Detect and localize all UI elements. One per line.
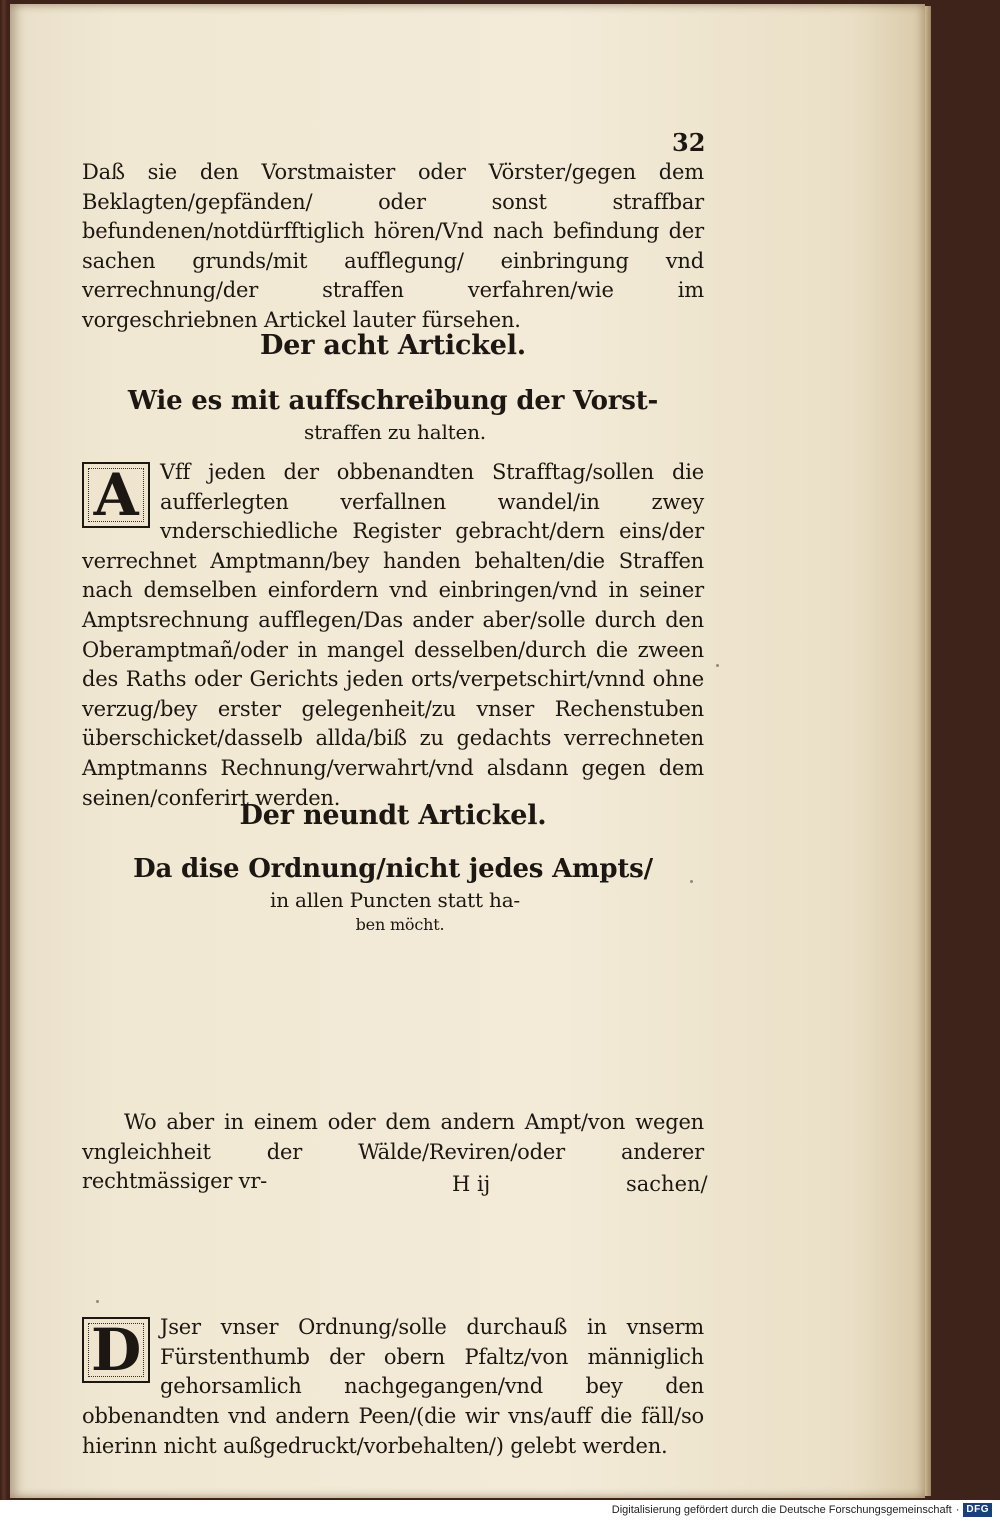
article-9-body-text: Jser vnser Ordnung/solle durchauß in vnserm Fürstenthumb der obern Pfaltz/von männiglich gehorsamlich nachgegangen/vnd bey den obbenandten vnd andern Peen/(die wir vns/auff die fäll/so hierinn nicht außgedruckt/vorbehalten/) gelebt werden. xyxy=(82,1315,704,1458)
page-number: 32 xyxy=(672,128,706,157)
article-9-body-continued: Wo aber in einem oder dem andern Ampt/von wegen vngleichheit der Wälde/Reviren/oder anderer rechtmässiger vr- xyxy=(82,1110,704,1194)
article-9-body xyxy=(82,1313,704,1461)
article-8-heading: Der acht Artickel. xyxy=(260,330,526,361)
funding-notice: Digitalisierung gefördert durch die Deutsche Forschungsgemeinschaft · DFG xyxy=(612,1502,992,1518)
intro-paragraph: Daß sie den Vorstmaister oder Vörster/gegen dem Beklagten/gepfänden/ oder sonst straffbar befundenen/notdürfftiglich hören/Vnd nach befindung der sachen grunds/mit aufflegung/ einbringung vnd verrechnung/der straffen verfahren/wie im vorgeschriebnen Artickel lauter fürsehen. xyxy=(82,160,704,332)
catchword: sachen/ xyxy=(626,1172,708,1196)
article-9-subtitle-line2: in allen Puncten statt ha- xyxy=(270,888,520,912)
paper-speck xyxy=(96,1300,99,1303)
article-9-subtitle-line3: ben möcht. xyxy=(355,915,445,934)
article-8-body xyxy=(82,458,704,813)
signature-mark: H ij xyxy=(452,1172,491,1196)
funding-notice-text: Digitalisierung gefördert durch die Deutsche Forschungsgemeinschaft xyxy=(611,1504,952,1516)
page-edge xyxy=(925,6,931,1496)
paper-speck xyxy=(690,880,693,883)
article-9-heading: Der neundt Artickel. xyxy=(239,800,547,831)
dropcap-d: D xyxy=(82,1317,150,1383)
article-8-subtitle-line1: Wie es mit auffschreibung der Vorst- xyxy=(127,386,659,416)
article-9-subtitle-line1: Da dise Ordnung/nicht jedes Ampts/ xyxy=(133,854,653,884)
paper-speck xyxy=(716,664,719,667)
article-8-body-text: Vff jeden der obbenandten Strafftag/sollen die aufferlegten verfallnen wandel/in zwey vnderschiedliche Register gebracht/dern eins/der verrechnet Amptmann/bey handen behalten/die Straffen nach demselben einfordern vnd einbringen/vnd in seiner Amptsrechnung aufflegen/Das ander aber/solle durch den Oberamptmañ/oder in mangel desselben/durch die zween des Raths oder Gerichts jeden orts/verpetschirt/vnnd ohne verzug/bey erster gelegenheit/zu vnser Rechenstuben überschicket/dasselb allda/biß zu gedachts verrechneten Amptmanns Rechnung/verwahrt/vnd alsdann gegen dem seinen/conferirt werden. xyxy=(82,460,704,810)
dfg-logo: DFG xyxy=(963,1503,992,1517)
article-8-subtitle-line2: straffen zu halten. xyxy=(304,420,486,444)
dropcap-a: A xyxy=(82,462,150,528)
